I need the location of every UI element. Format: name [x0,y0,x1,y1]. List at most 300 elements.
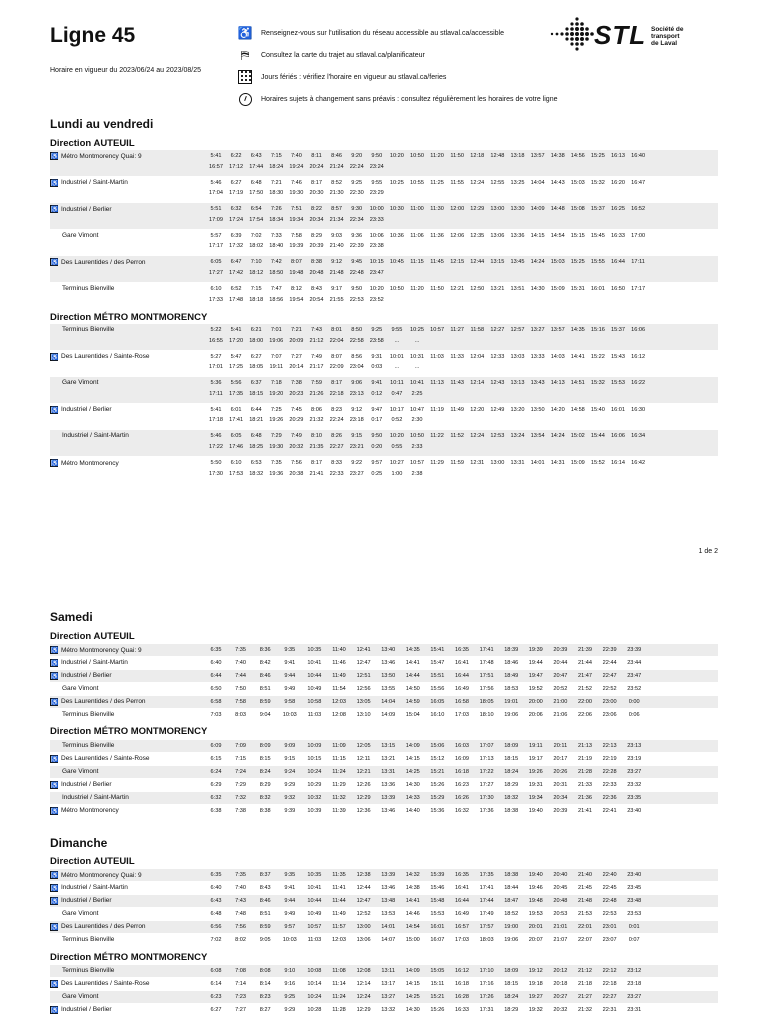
departure-time: 17:51 [479,672,494,679]
departure-time: 0:03 [371,364,383,371]
departure-time: 16:42 [631,460,646,466]
departure-time: 15:09 [570,460,585,466]
departure-time: 21:47 [578,672,592,679]
departure-time: 22:33 [329,470,344,477]
departure-time: 22:06 [578,711,592,718]
departure-time: 13:36 [381,781,396,788]
departure-time: 9:15 [284,755,296,762]
departure-time: 17:11 [631,259,645,266]
departure-time: 14:41 [405,659,420,666]
departure-time: 12:41 [356,647,371,653]
departure-time: 10:31 [410,353,424,360]
departure-time: 17:00 [631,232,646,239]
departure-time: 21:44 [578,659,592,666]
departure-time: 19:53 [528,910,543,917]
departure-time: 18:29 [504,1006,519,1013]
departure-time: 20:23 [289,390,304,397]
departure-time: 8:11 [311,153,322,159]
departure-time: 22:30 [349,190,364,197]
departure-time: 15:43 [611,353,625,360]
departure-time: 14:30 [405,1006,420,1013]
departure-time: 18:32 [504,794,519,801]
departure-time: 0:55 [391,443,403,450]
departure-time: 20:18 [553,980,568,987]
departure-time: 6:23 [210,993,222,1000]
departure-time: 12:29 [470,206,485,213]
departure-time: 6:48 [210,910,222,917]
stop-label: Terminus Bienville [62,935,115,943]
departure-time: 18:32 [249,470,264,477]
departure-time: 18:05 [479,698,494,705]
stop-name [50,1006,220,1014]
stop-name [50,910,220,917]
departure-time: 14:54 [550,232,565,239]
departure-time: 6:22 [230,153,242,159]
wheelchair-icon: ♿ [51,648,59,654]
departure-time: 7:40 [235,659,247,666]
departure-time: 0:20 [371,443,383,450]
map-route-icon: ⛿ [240,47,250,62]
departure-time: 19:12 [528,968,543,974]
departure-time: 13:27 [530,327,545,333]
departure-time: 23:06 [602,711,617,718]
departure-time: 10:41 [307,659,322,666]
departure-time: 12:24 [356,993,371,1000]
departure-time: 7:48 [235,910,247,917]
departure-time: 12:26 [356,781,371,788]
departure-time: 11:14 [332,980,346,987]
departure-time: 22:04 [329,337,344,344]
departure-time: 17:42 [229,269,244,276]
departure-time: 23:12 [627,968,642,974]
departure-time: 13:00 [490,460,505,466]
departure-time: 5:51 [210,206,222,213]
departure-time: 16:03 [455,743,469,749]
departure-time: 6:14 [210,980,222,987]
departure-time: 6:39 [230,232,242,239]
departure-time: 17:09 [209,216,223,223]
departure-time: 15:32 [590,380,605,387]
departure-time: 5:41 [210,153,222,159]
departure-time: 14:31 [550,460,565,466]
wheelchair-icon: ♿ [51,981,59,988]
departure-time: 17:56 [479,685,494,692]
departure-time: 20:38 [289,470,304,477]
info-text: Horaires sujets à changement sans préavis : consultez régulièrement les horaires de votre ligne [261,95,558,103]
departure-time: 18:49 [504,672,519,679]
departure-time: 0:07 [628,936,640,943]
stop-label: Terminus Bienville [62,967,115,974]
departure-time: 9:25 [351,179,363,186]
departure-time: 16:20 [611,179,625,186]
departure-time: 15:53 [611,380,625,387]
departure-time: 19:26 [269,417,284,424]
departure-time: 9:41 [284,884,296,891]
departure-time: 6:24 [210,768,222,775]
departure-time: 23:47 [627,672,642,679]
departure-time: 15:11 [430,980,445,987]
departure-time: 8:23 [331,406,343,413]
departure-time: 20:27 [553,993,568,1000]
departure-time: 9:12 [351,406,363,413]
departure-time: 9:49 [284,685,296,692]
departure-time: 22:47 [602,672,617,679]
departure-time: 15:21 [430,768,445,775]
departure-time: 21:13 [578,743,592,749]
departure-time: 14:35 [570,327,585,333]
departure-time: 20:00 [528,698,543,705]
departure-time: 10:39 [307,807,322,814]
departure-time: 17:41 [479,647,494,653]
departure-time: 15:26 [430,1006,445,1013]
departure-time: 22:45 [602,884,617,891]
wheelchair-icon: ♿ [51,154,59,160]
departure-time: 7:46 [290,179,302,186]
departure-time: 9:57 [371,460,383,466]
stop-name [50,685,220,692]
departure-time: 9:25 [371,327,383,333]
departure-time: 12:05 [356,743,371,749]
departure-time: 6:10 [210,286,222,292]
stop-label: Gare Vimont [62,909,99,917]
departure-time: 21:36 [578,794,592,801]
departure-time: 19:24 [289,163,304,170]
departure-time: 20:39 [553,647,568,653]
departure-time: 14:51 [570,380,585,387]
departure-time: 6:15 [210,755,222,762]
departure-time: 9:06 [351,380,363,387]
departure-time: 5:50 [210,460,222,466]
departure-time: 16:14 [611,460,625,466]
departure-time: 7:33 [270,232,282,239]
stop-label: Terminus Bienville [62,326,115,333]
departure-time: 8:23 [259,993,271,1000]
departure-time: 13:31 [510,460,525,466]
departure-time: 11:59 [450,460,464,466]
stop-label: Industriel / Berlier [61,897,112,905]
departure-time: 13:03 [510,353,525,360]
departure-time: 5:56 [230,380,242,387]
departure-time: 18:34 [269,216,284,223]
departure-time: 12:56 [356,685,371,692]
departure-time: 7:35 [235,872,247,878]
departure-time: 13:54 [530,433,545,440]
departure-time: 16:32 [455,807,469,814]
departure-time: 11:55 [450,179,464,186]
departure-time: 9:35 [284,872,296,878]
departure-time: 12:24 [470,433,485,440]
departure-time: 8:17 [311,179,322,186]
departure-time: 15:32 [590,179,605,186]
departure-time: 17:49 [479,910,494,917]
departure-time: 21:18 [578,980,592,987]
departure-time: 10:41 [307,884,322,891]
departure-time: 21:40 [578,872,592,878]
departure-time: 17:26 [479,993,494,1000]
departure-time: 11:00 [410,206,424,213]
departure-time: 18:39 [504,647,519,653]
departure-time: 7:58 [235,698,247,705]
departure-time: 20:44 [553,659,568,666]
departure-time: 16:26 [455,794,469,801]
departure-time: 19:01 [504,698,519,705]
departure-time: 12:53 [490,433,505,440]
departure-time: 21:48 [329,269,344,276]
departure-time: 15:04 [405,711,420,718]
departure-time: 12:14 [470,380,485,387]
departure-time: 8:43 [259,884,271,891]
departure-time: 12:21 [356,768,371,775]
departure-time: 7:29 [270,433,282,440]
departure-time: 11:25 [430,179,444,186]
departure-time: 17:41 [229,417,244,424]
departure-time: 6:05 [210,259,222,266]
departure-time: 7:10 [250,259,262,266]
departure-time: 20:39 [309,243,324,250]
departure-time: 12:11 [356,755,371,762]
departure-time: 11:49 [332,672,346,679]
departure-time: 20:09 [289,337,304,344]
clock-icon [236,91,254,107]
departure-time: 14:40 [405,807,420,814]
departure-time: 19:39 [528,647,543,653]
departure-time: 19:11 [529,743,543,749]
departure-time: 16:07 [430,936,445,943]
departure-time: 10:24 [307,768,322,775]
departure-time: 12:08 [356,968,371,974]
departure-time: 23:53 [627,910,642,917]
info-row-changes [236,88,566,110]
departure-time: 15:51 [430,672,445,679]
validity-period: Horaire en vigueur du 2023/06/24 au 2023/08/25 [50,67,202,74]
departure-time: 16:18 [455,980,469,987]
departure-time: 11:28 [332,1006,346,1013]
departure-time: 6:38 [210,807,222,814]
departure-time: 9:29 [284,1006,296,1013]
departure-time: 19:30 [289,190,304,197]
departure-time: 7:51 [290,206,302,213]
departure-time: 21:41 [309,470,324,477]
info-row-holidays [236,66,566,88]
departure-time: 17:48 [479,659,494,666]
departure-time: 8:38 [259,807,271,814]
departure-time: 8:52 [331,179,343,186]
departure-time: 11:03 [307,936,322,943]
calendar-icon [236,69,254,85]
stop-name [50,871,220,879]
departure-time: 11:44 [332,897,346,904]
departure-time: 22:34 [349,216,364,223]
departure-time: 17:17 [631,286,646,292]
departure-time: 8:27 [259,1006,271,1013]
stop-label: Gare Vimont [62,684,99,692]
departure-time: 12:43 [490,380,505,387]
departure-time: 13:46 [381,807,396,814]
departure-time: 21:48 [578,897,592,904]
departure-time: 20:31 [553,781,568,788]
wheelchair-icon: ♿ [51,660,59,667]
stop-name [50,646,220,654]
departure-time: 15:39 [430,872,445,878]
departure-time: 23:38 [369,243,384,250]
departure-time: 0:01 [628,923,640,930]
departure-time: 17:17 [209,243,223,250]
departure-time: 15:08 [570,206,585,213]
departure-time: 18:50 [269,269,284,276]
departure-time: 8:46 [259,672,271,679]
departure-time: 7:38 [235,807,247,814]
departure-time: 8:50 [351,327,363,333]
departure-time: 6:29 [210,781,222,788]
departure-time: 20:48 [309,269,324,276]
departure-time: 2:30 [411,417,423,424]
departure-time: 11:54 [332,685,346,692]
departure-time: 10:45 [389,259,404,266]
departure-time: 2:25 [411,390,423,397]
departure-time: 12:50 [470,286,485,292]
departure-time: 7:49 [290,433,302,440]
departure-time: 15:29 [430,794,445,801]
wheelchair-icon: ♿ [51,924,59,931]
departure-time: 21:06 [553,711,568,718]
departure-time: 5:22 [210,327,222,333]
departure-time: 8:09 [259,743,271,749]
departure-time: 13:57 [550,327,565,333]
departure-time: 19:40 [528,807,543,814]
departure-time: 21:55 [329,296,344,303]
departure-time: 7:35 [270,460,282,466]
departure-time: 7:58 [290,232,302,239]
departure-time: 0:17 [371,417,383,424]
departure-time: 7:42 [270,259,282,266]
departure-time: 15:36 [430,807,445,814]
wheelchair-icon: ♿ [51,1007,59,1014]
departure-time: 7:44 [235,672,247,679]
departure-time: 15:02 [570,433,585,440]
departure-time: 9:57 [284,923,296,930]
departure-time: 22:01 [578,923,592,930]
departure-time: 19:48 [528,897,543,904]
departure-time: 15:26 [430,781,445,788]
stop-name [50,794,220,801]
departure-time: 23:27 [627,993,642,1000]
departure-time: 13:20 [510,406,525,413]
wheelchair-icon: ♿ [51,808,59,815]
departure-time: 10:50 [410,153,424,159]
departure-time: 12:38 [356,872,371,878]
departure-time: 17:27 [209,269,223,276]
departure-time: 12:20 [470,406,485,413]
wheelchair-icon: ♿ [51,699,59,706]
departure-time: 9:16 [284,980,296,987]
departure-time: 22:00 [578,698,592,705]
departure-time: 14:59 [405,698,420,705]
departure-time: 20:11 [553,743,568,749]
departure-time: 22:07 [578,936,592,943]
stop-name [50,807,220,815]
departure-time: 15:31 [570,286,585,292]
departure-time: 6:27 [250,353,262,360]
departure-time: 13:36 [510,232,525,239]
departure-time: 5:57 [210,232,222,239]
departure-time: 7:25 [270,406,282,413]
departure-time: 18:40 [269,243,284,250]
departure-time: 12:52 [356,910,371,917]
departure-time: 19:40 [528,872,543,878]
departure-time: 23:40 [627,872,642,878]
departure-time: 14:09 [405,743,420,749]
departure-time: 16:33 [611,232,625,239]
departure-time: 15:45 [590,232,605,239]
departure-time: 13:33 [530,353,545,360]
departure-time: 7:38 [290,380,302,387]
departure-time: 23:27 [349,470,364,477]
departure-time: 21:52 [578,685,592,692]
departure-time: 18:15 [249,390,264,397]
day-heading: Samedi [50,610,93,624]
departure-time: 19:32 [528,1006,543,1013]
departure-time: 22:31 [602,1006,617,1013]
departure-time: 17:35 [229,390,244,397]
departure-time: 16:01 [590,286,605,292]
departure-time: 16:40 [631,153,646,159]
stop-label: Industriel / Berlier [61,1006,112,1014]
departure-time: 22:53 [349,296,364,303]
departure-time: 22:41 [602,807,617,814]
departure-time: 17:24 [229,216,244,223]
departure-time: 22:52 [602,685,617,692]
departure-time: 5:36 [210,380,222,387]
departure-time: 0:06 [628,711,640,718]
departure-time: 8:03 [235,711,247,718]
departure-time: 8:33 [331,460,343,466]
stop-label: Terminus Bienville [62,742,115,749]
departure-time: 20:39 [553,807,568,814]
departure-time: 8:38 [311,259,322,266]
page-title: Ligne 45 [50,24,136,47]
departure-time: 17:03 [455,711,469,718]
logo-organization: Société de transport de Laval [651,26,684,47]
stop-label: Des Laurentides / Sainte-Rose [61,353,150,361]
departure-time: 0:00 [628,698,640,705]
wheelchair-icon: ♿ [51,207,59,214]
departure-time: 9:04 [259,711,271,718]
departure-time: 11:09 [332,743,346,749]
departure-time: 15:41 [430,647,445,653]
departure-time: 9:30 [351,206,363,213]
departure-time: 7:45 [290,406,302,413]
departure-time: 21:34 [329,216,344,223]
departure-time: 10:20 [369,286,384,292]
departure-time: 13:00 [356,923,371,930]
departure-time: 21:33 [578,781,592,788]
departure-time: 11:50 [430,286,444,292]
departure-time: 11:57 [332,923,346,930]
departure-time: 8:32 [259,794,271,801]
info-text: Jours fériés : vérifiez l'horaire en vigueur au stlaval.ca/feries [261,73,447,81]
departure-time: 7:27 [290,353,302,360]
departure-time: 10:14 [307,980,322,987]
departure-time: 23:47 [369,269,384,276]
departure-time: 21:24 [329,163,344,170]
departure-time: 21:17 [309,364,324,371]
departure-time: 11:43 [450,380,464,387]
departure-time: 18:38 [504,807,519,814]
departure-time: 17:10 [479,968,494,974]
stop-name [50,205,220,213]
departure-time: 6:44 [250,406,262,413]
departure-time: 13:32 [381,1006,396,1013]
